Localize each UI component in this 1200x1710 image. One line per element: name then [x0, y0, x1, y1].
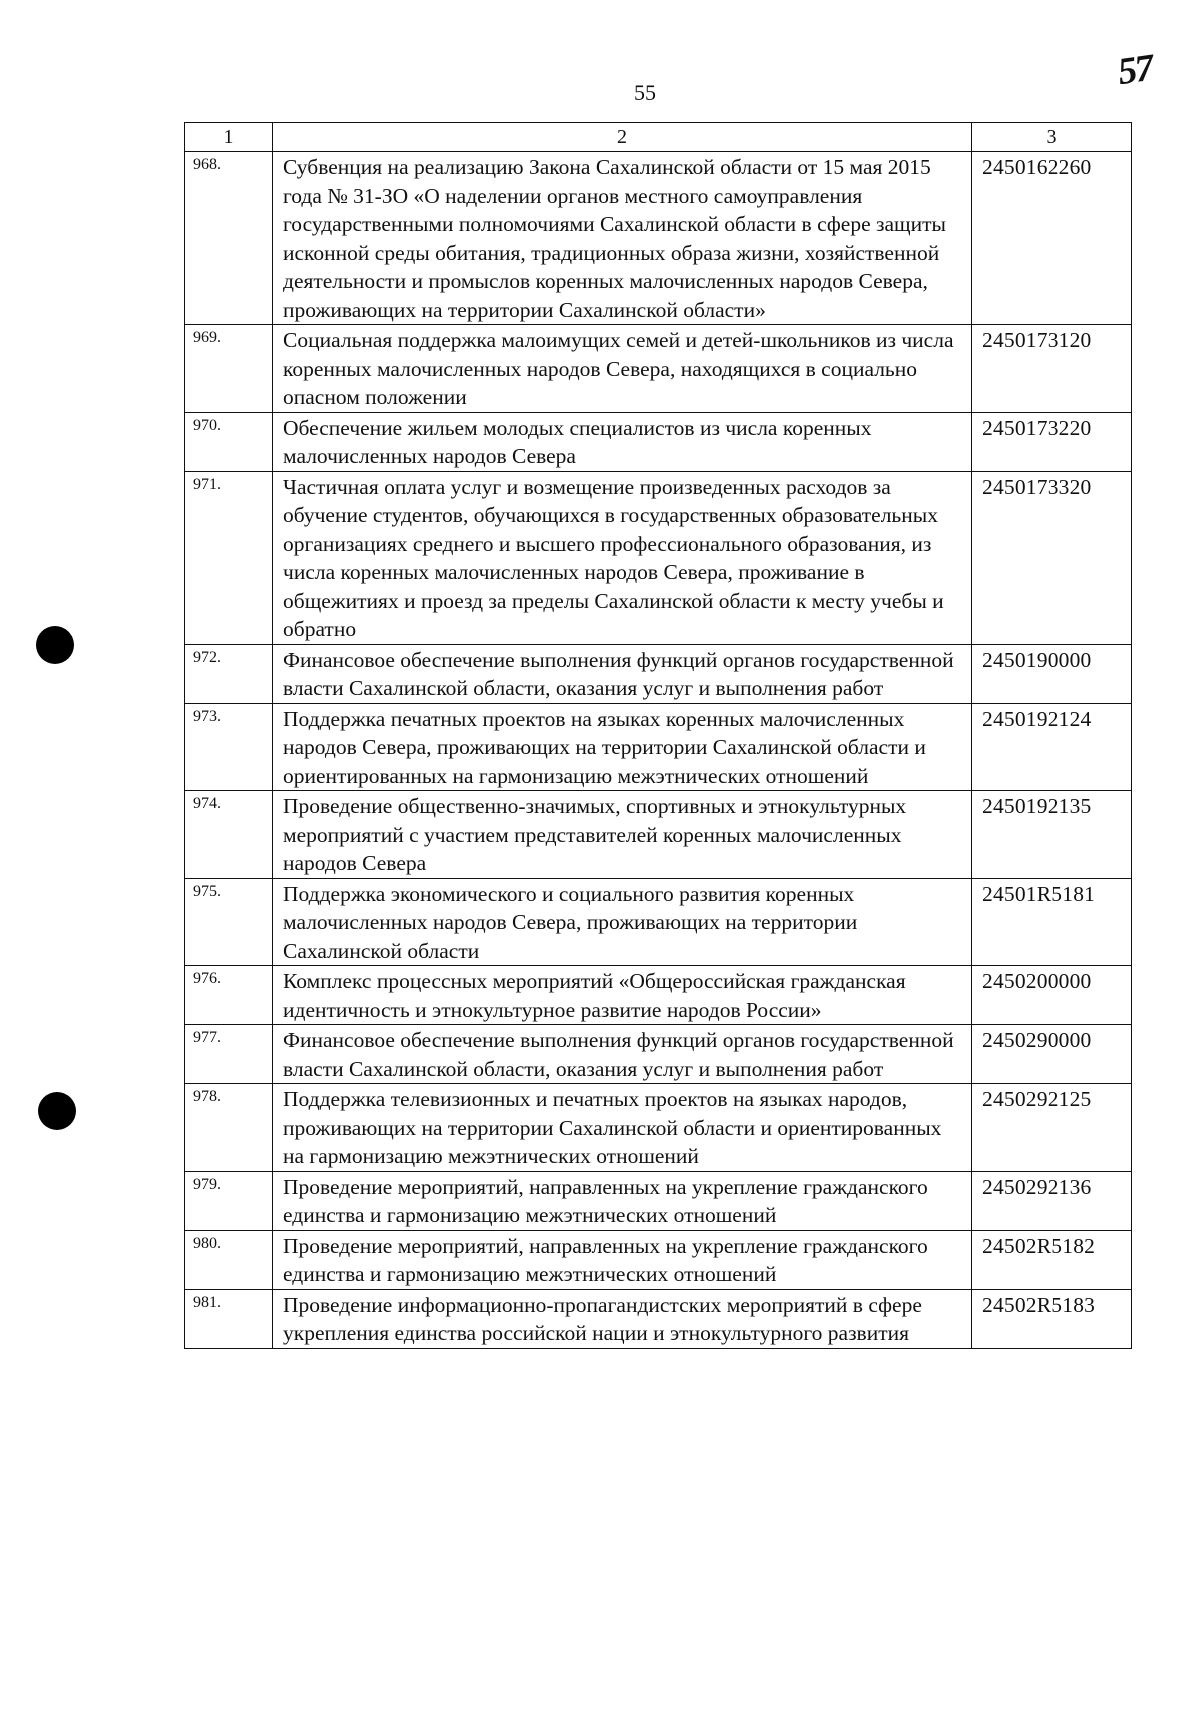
table-row: [185, 966, 1132, 1025]
row-number: 979.: [185, 1171, 273, 1230]
row-number: 976.: [185, 966, 273, 1025]
row-number: 972.: [185, 644, 273, 703]
row-description: Проведение общественно-значимых, спортивных и этнокультурных мероприятий с участием представителей коренных малочисленных народов Севера: [273, 791, 972, 879]
row-number: 981.: [185, 1289, 273, 1348]
table-row: [185, 878, 1132, 966]
row-description: Финансовое обеспечение выполнения функций органов государственной власти Сахалинской области, оказания услуг и выполнения работ: [273, 1025, 972, 1084]
punch-hole-mark: [36, 626, 74, 664]
table-row: [185, 644, 1132, 703]
row-code: 2450192124: [972, 703, 1132, 791]
row-code: 2450200000: [972, 966, 1132, 1025]
table-row: [185, 1289, 1132, 1348]
row-code: 2450173120: [972, 325, 1132, 413]
table-row: [185, 152, 1132, 325]
budget-classification-table: [184, 122, 1132, 1349]
row-description: Частичная оплата услуг и возмещение произведенных расходов за обучение студентов, обучающихся в государственных образовательных организациях среднего и высшего профессионального образования, из числа коренных малочисленных народов Севера, проживание в общежитиях и проезд за пределы Сахалинской области к месту учебы и обратно: [273, 471, 972, 644]
column-header-code: 3: [972, 123, 1132, 152]
row-number: 974.: [185, 791, 273, 879]
row-code: 2450190000: [972, 644, 1132, 703]
punch-hole-mark: [38, 1092, 76, 1130]
table-row: [185, 325, 1132, 413]
row-description: Обеспечение жильем молодых специалистов из числа коренных малочисленных народов Севера: [273, 412, 972, 471]
row-description: Субвенция на реализацию Закона Сахалинской области от 15 мая 2015 года № 31-ЗО «О наделении органов местного самоуправления государственными полномочиями Сахалинской области в сфере защиты исконной среды обитания, традиционных образа жизни, хозяйственной деятельности и промыслов коренных малочисленных народов Севера, проживающих на территории Сахалинской области»: [273, 152, 972, 325]
row-number: 977.: [185, 1025, 273, 1084]
row-description: Проведение мероприятий, направленных на укрепление гражданского единства и гармонизацию межэтнических отношений: [273, 1171, 972, 1230]
row-description: Финансовое обеспечение выполнения функций органов государственной власти Сахалинской области, оказания услуг и выполнения работ: [273, 644, 972, 703]
row-number: 973.: [185, 703, 273, 791]
row-number: 968.: [185, 152, 273, 325]
row-code: 2450173220: [972, 412, 1132, 471]
row-description: Поддержка экономического и социального развития коренных малочисленных народов Севера, проживающих на территории Сахалинской области: [273, 878, 972, 966]
column-header-number: 1: [185, 123, 273, 152]
row-code: 2450162260: [972, 152, 1132, 325]
row-code: 24502R5183: [972, 1289, 1132, 1348]
row-description: Проведение мероприятий, направленных на укрепление гражданского единства и гармонизацию межэтнических отношений: [273, 1230, 972, 1289]
row-number: 971.: [185, 471, 273, 644]
table-row: [185, 412, 1132, 471]
handwritten-page-number: 57: [1115, 46, 1155, 94]
table-row: [185, 471, 1132, 644]
table-row: [185, 1171, 1132, 1230]
table-header-row: [185, 123, 1132, 152]
page-number: 55: [634, 80, 656, 105]
row-code: 2450173320: [972, 471, 1132, 644]
row-number: 970.: [185, 412, 273, 471]
column-header-description: 2: [273, 123, 972, 152]
row-code: 24502R5182: [972, 1230, 1132, 1289]
row-code: 2450292136: [972, 1171, 1132, 1230]
row-description: Поддержка печатных проектов на языках коренных малочисленных народов Севера, проживающих на территории Сахалинской области и ориентированных на гармонизацию межэтнических отношений: [273, 703, 972, 791]
row-description: Проведение информационно-пропагандистских мероприятий в сфере укрепления единства российской нации и этнокультурного развития: [273, 1289, 972, 1348]
table-row: [185, 1084, 1132, 1172]
row-number: 975.: [185, 878, 273, 966]
row-code: 24501R5181: [972, 878, 1132, 966]
row-description: Комплекс процессных мероприятий «Общероссийская гражданская идентичность и этнокультурное развитие народов России»: [273, 966, 972, 1025]
row-number: 978.: [185, 1084, 273, 1172]
row-number: 969.: [185, 325, 273, 413]
row-description: Социальная поддержка малоимущих семей и детей-школьников из числа коренных малочисленных народов Севера, находящихся в социально опасном положении: [273, 325, 972, 413]
row-code: 2450292125: [972, 1084, 1132, 1172]
row-description: Поддержка телевизионных и печатных проектов на языках народов, проживающих на территории Сахалинской области и ориентированных на гармонизацию межэтнических отношений: [273, 1084, 972, 1172]
table-row: [185, 791, 1132, 879]
row-number: 980.: [185, 1230, 273, 1289]
row-code: 2450290000: [972, 1025, 1132, 1084]
table-row: [185, 703, 1132, 791]
row-code: 2450192135: [972, 791, 1132, 879]
table-row: [185, 1025, 1132, 1084]
table-row: [185, 1230, 1132, 1289]
